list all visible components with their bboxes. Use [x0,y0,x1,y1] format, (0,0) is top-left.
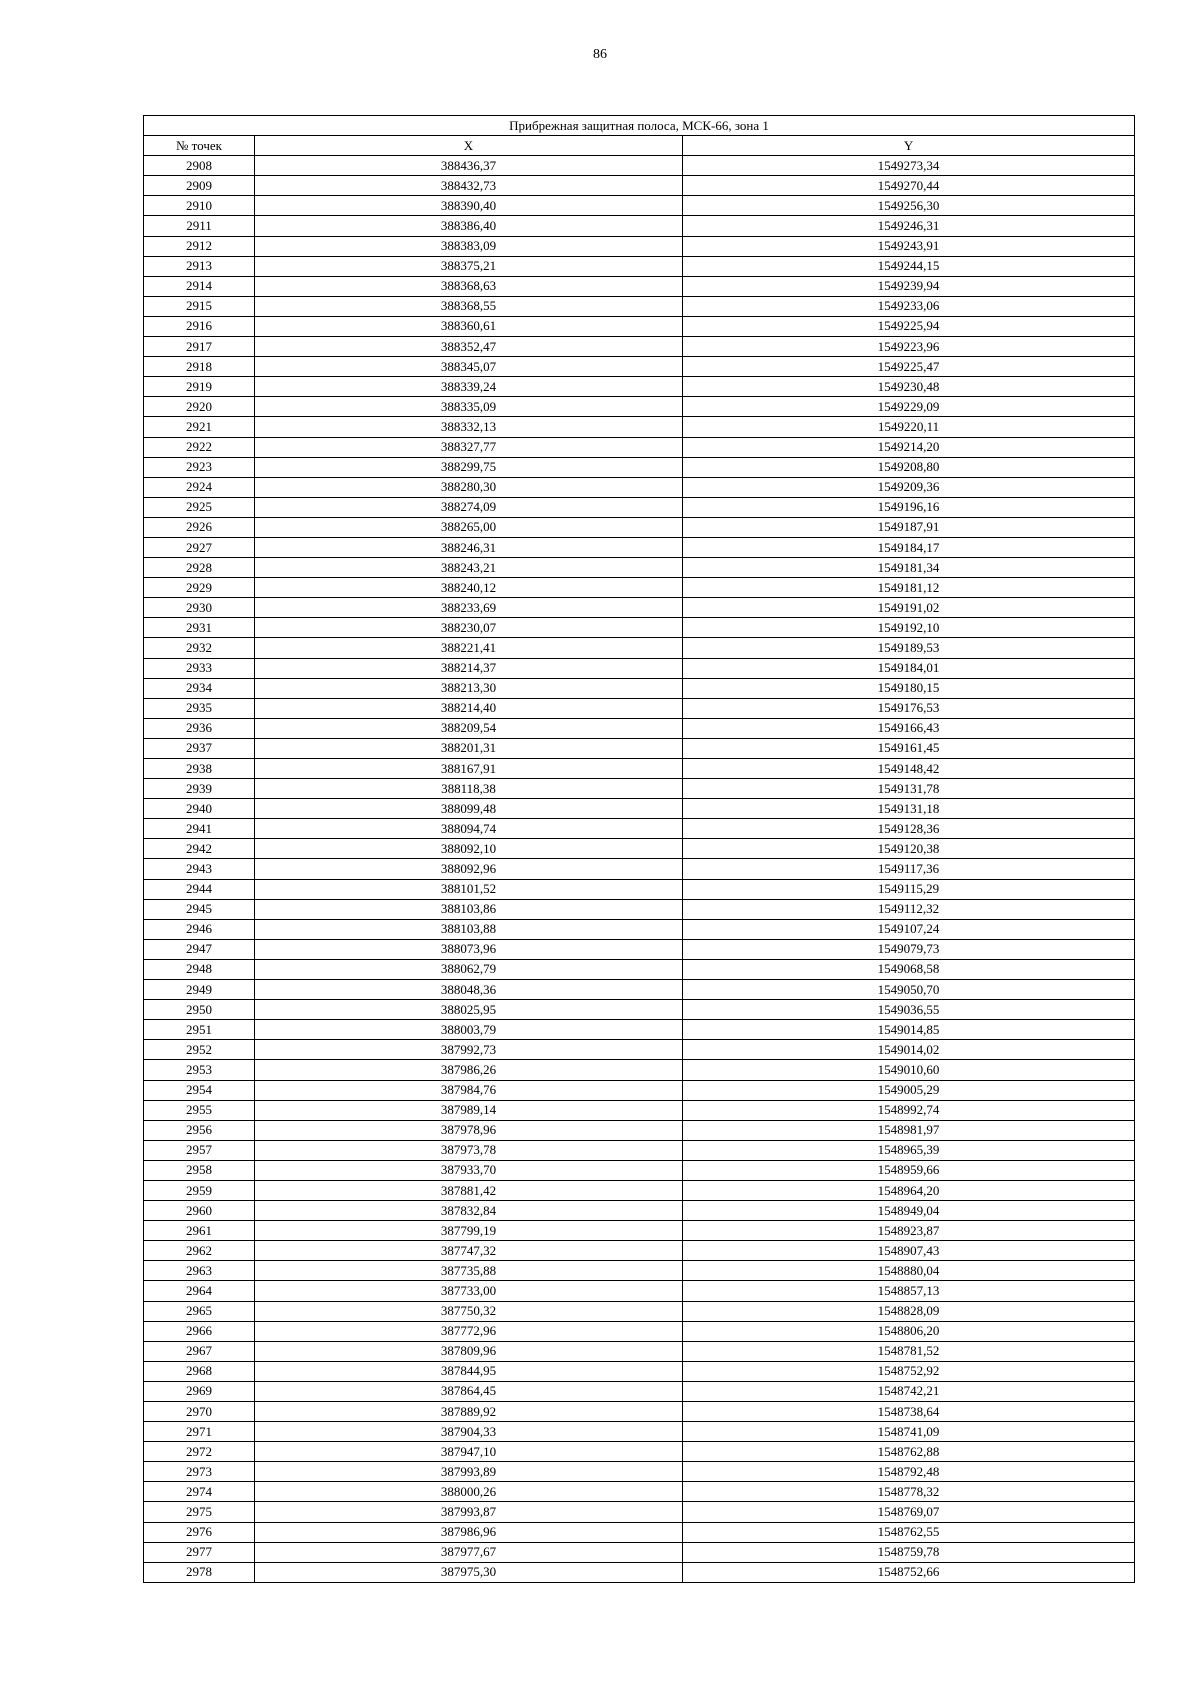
x-coordinate-cell: 388436,37 [255,156,683,176]
point-number-cell: 2942 [144,839,255,859]
point-number-cell: 2911 [144,216,255,236]
point-number-cell: 2957 [144,1140,255,1160]
y-coordinate-cell: 1549115,29 [683,879,1135,899]
table-row [144,1522,1135,1542]
point-number-cell: 2924 [144,477,255,497]
point-number-cell: 2971 [144,1422,255,1442]
point-number-cell: 2973 [144,1462,255,1482]
table-row [144,1100,1135,1120]
y-coordinate-cell: 1548880,04 [683,1261,1135,1281]
point-number-cell: 2930 [144,598,255,618]
table-row [144,959,1135,979]
table-row [144,337,1135,357]
table-row [144,1422,1135,1442]
point-number-cell: 2975 [144,1502,255,1522]
y-coordinate-cell: 1549244,15 [683,256,1135,276]
y-coordinate-cell: 1549225,47 [683,357,1135,377]
x-coordinate-cell: 388092,10 [255,839,683,859]
table-row [144,1562,1135,1582]
x-coordinate-cell: 388101,52 [255,879,683,899]
point-number-cell: 2956 [144,1120,255,1140]
point-number-cell: 2928 [144,558,255,578]
table-row [144,1301,1135,1321]
y-coordinate-cell: 1549189,53 [683,638,1135,658]
point-number-cell: 2953 [144,1060,255,1080]
point-number-cell: 2941 [144,819,255,839]
point-number-cell: 2950 [144,1000,255,1020]
x-coordinate-cell: 388099,48 [255,799,683,819]
y-coordinate-cell: 1549230,48 [683,377,1135,397]
table-row [144,1201,1135,1221]
x-coordinate-cell: 388003,79 [255,1020,683,1040]
point-number-cell: 2970 [144,1402,255,1422]
y-coordinate-cell: 1549273,34 [683,156,1135,176]
y-coordinate-cell: 1549233,06 [683,296,1135,316]
table-title: Прибрежная защитная полоса, МСК-66, зона 1 [144,116,1135,136]
y-coordinate-cell: 1549225,94 [683,316,1135,336]
x-coordinate-cell: 387747,32 [255,1241,683,1261]
x-coordinate-cell: 387832,84 [255,1201,683,1221]
table-row [144,799,1135,819]
table-row [144,578,1135,598]
x-coordinate-cell: 388368,55 [255,296,683,316]
point-number-cell: 2936 [144,718,255,738]
y-coordinate-cell: 1548778,32 [683,1482,1135,1502]
point-number-cell: 2939 [144,779,255,799]
x-coordinate-cell: 387984,76 [255,1080,683,1100]
y-coordinate-cell: 1549010,60 [683,1060,1135,1080]
x-coordinate-cell: 388352,47 [255,337,683,357]
y-coordinate-cell: 1548965,39 [683,1140,1135,1160]
header-y: Y [683,136,1135,156]
point-number-cell: 2948 [144,959,255,979]
x-coordinate-cell: 388432,73 [255,176,683,196]
table-row [144,919,1135,939]
table-body [144,156,1135,1583]
y-coordinate-cell: 1549220,11 [683,417,1135,437]
point-number-cell: 2954 [144,1080,255,1100]
point-number-cell: 2914 [144,276,255,296]
x-coordinate-cell: 388214,37 [255,658,683,678]
x-coordinate-cell: 388103,88 [255,919,683,939]
point-number-cell: 2919 [144,377,255,397]
table-row [144,738,1135,758]
x-coordinate-cell: 388221,41 [255,638,683,658]
y-coordinate-cell: 1548964,20 [683,1180,1135,1200]
table-row [144,437,1135,457]
table-header-row [144,136,1135,156]
point-number-cell: 2929 [144,578,255,598]
point-number-cell: 2967 [144,1341,255,1361]
x-coordinate-cell: 387733,00 [255,1281,683,1301]
y-coordinate-cell: 1548752,66 [683,1562,1135,1582]
y-coordinate-cell: 1549036,55 [683,1000,1135,1020]
table-row [144,839,1135,859]
x-coordinate-cell: 388386,40 [255,216,683,236]
y-coordinate-cell: 1548792,48 [683,1462,1135,1482]
y-coordinate-cell: 1549184,17 [683,537,1135,557]
table-row [144,457,1135,477]
table-row [144,417,1135,437]
y-coordinate-cell: 1549243,91 [683,236,1135,256]
table-row [144,759,1135,779]
y-coordinate-cell: 1549209,36 [683,477,1135,497]
point-number-cell: 2925 [144,497,255,517]
y-coordinate-cell: 1548806,20 [683,1321,1135,1341]
y-coordinate-cell: 1549181,12 [683,578,1135,598]
y-coordinate-cell: 1548857,13 [683,1281,1135,1301]
y-coordinate-cell: 1549176,53 [683,698,1135,718]
table-row [144,236,1135,256]
y-coordinate-cell: 1548992,74 [683,1100,1135,1120]
point-number-cell: 2958 [144,1160,255,1180]
y-coordinate-cell: 1549079,73 [683,939,1135,959]
x-coordinate-cell: 387933,70 [255,1160,683,1180]
y-coordinate-cell: 1549131,78 [683,779,1135,799]
table-row [144,1442,1135,1462]
y-coordinate-cell: 1549068,58 [683,959,1135,979]
x-coordinate-cell: 388360,61 [255,316,683,336]
table-row [144,1261,1135,1281]
point-number-cell: 2935 [144,698,255,718]
x-coordinate-cell: 387992,73 [255,1040,683,1060]
y-coordinate-cell: 1549128,36 [683,819,1135,839]
point-number-cell: 2922 [144,437,255,457]
x-coordinate-cell: 388092,96 [255,859,683,879]
point-number-cell: 2964 [144,1281,255,1301]
table-row [144,1321,1135,1341]
table-row [144,819,1135,839]
table-row [144,1462,1135,1482]
x-coordinate-cell: 387864,45 [255,1381,683,1401]
point-number-cell: 2934 [144,678,255,698]
table-row [144,397,1135,417]
table-row [144,1361,1135,1381]
table-head [144,116,1135,156]
table-row [144,1060,1135,1080]
y-coordinate-cell: 1549214,20 [683,437,1135,457]
point-number-cell: 2912 [144,236,255,256]
y-coordinate-cell: 1549117,36 [683,859,1135,879]
x-coordinate-cell: 387977,67 [255,1542,683,1562]
x-coordinate-cell: 388368,63 [255,276,683,296]
table-row [144,1341,1135,1361]
y-coordinate-cell: 1549181,34 [683,558,1135,578]
table-row [144,558,1135,578]
point-number-cell: 2917 [144,337,255,357]
point-number-cell: 2952 [144,1040,255,1060]
point-number-cell: 2945 [144,899,255,919]
table-row [144,598,1135,618]
y-coordinate-cell: 1548907,43 [683,1241,1135,1261]
point-number-cell: 2927 [144,537,255,557]
y-coordinate-cell: 1549191,02 [683,598,1135,618]
x-coordinate-cell: 388246,31 [255,537,683,557]
table-row [144,497,1135,517]
y-coordinate-cell: 1548949,04 [683,1201,1135,1221]
x-coordinate-cell: 388390,40 [255,196,683,216]
x-coordinate-cell: 387750,32 [255,1301,683,1321]
y-coordinate-cell: 1549131,18 [683,799,1135,819]
y-coordinate-cell: 1549120,38 [683,839,1135,859]
point-number-cell: 2972 [144,1442,255,1462]
x-coordinate-cell: 388167,91 [255,759,683,779]
point-number-cell: 2940 [144,799,255,819]
x-coordinate-cell: 388332,13 [255,417,683,437]
point-number-cell: 2960 [144,1201,255,1221]
y-coordinate-cell: 1549014,85 [683,1020,1135,1040]
table-row [144,1140,1135,1160]
point-number-cell: 2947 [144,939,255,959]
point-number-cell: 2923 [144,457,255,477]
x-coordinate-cell: 387986,96 [255,1522,683,1542]
table-row [144,859,1135,879]
x-coordinate-cell: 388274,09 [255,497,683,517]
table-row [144,698,1135,718]
y-coordinate-cell: 1549229,09 [683,397,1135,417]
table-row [144,1482,1135,1502]
table-row [144,1402,1135,1422]
point-number-cell: 2908 [144,156,255,176]
y-coordinate-cell: 1548738,64 [683,1402,1135,1422]
x-coordinate-cell: 388214,40 [255,698,683,718]
table-row [144,1020,1135,1040]
x-coordinate-cell: 388335,09 [255,397,683,417]
point-number-cell: 2978 [144,1562,255,1582]
point-number-cell: 2931 [144,618,255,638]
x-coordinate-cell: 387844,95 [255,1361,683,1381]
x-coordinate-cell: 387772,96 [255,1321,683,1341]
table-row [144,1502,1135,1522]
x-coordinate-cell: 388230,07 [255,618,683,638]
y-coordinate-cell: 1548923,87 [683,1221,1135,1241]
x-coordinate-cell: 388233,69 [255,598,683,618]
x-coordinate-cell: 387975,30 [255,1562,683,1582]
table-row [144,1281,1135,1301]
x-coordinate-cell: 388209,54 [255,718,683,738]
x-coordinate-cell: 388243,21 [255,558,683,578]
x-coordinate-cell: 388339,24 [255,377,683,397]
table-row [144,1160,1135,1180]
y-coordinate-cell: 1548769,07 [683,1502,1135,1522]
x-coordinate-cell: 388213,30 [255,678,683,698]
x-coordinate-cell: 388383,09 [255,236,683,256]
x-coordinate-cell: 387947,10 [255,1442,683,1462]
y-coordinate-cell: 1548752,92 [683,1361,1135,1381]
point-number-cell: 2966 [144,1321,255,1341]
table-row [144,1000,1135,1020]
point-number-cell: 2937 [144,738,255,758]
y-coordinate-cell: 1548828,09 [683,1301,1135,1321]
x-coordinate-cell: 388299,75 [255,457,683,477]
point-number-cell: 2951 [144,1020,255,1040]
x-coordinate-cell: 387986,26 [255,1060,683,1080]
y-coordinate-cell: 1549246,31 [683,216,1135,236]
table-row [144,980,1135,1000]
point-number-cell: 2976 [144,1522,255,1542]
y-coordinate-cell: 1549166,43 [683,718,1135,738]
table-row [144,779,1135,799]
point-number-cell: 2909 [144,176,255,196]
table-row [144,1040,1135,1060]
point-number-cell: 2961 [144,1221,255,1241]
page-number: 86 [593,47,607,62]
y-coordinate-cell: 1548762,55 [683,1522,1135,1542]
table-row [144,276,1135,296]
table-title-row [144,116,1135,136]
x-coordinate-cell: 387989,14 [255,1100,683,1120]
table-row [144,618,1135,638]
x-coordinate-cell: 388375,21 [255,256,683,276]
y-coordinate-cell: 1549148,42 [683,759,1135,779]
point-number-cell: 2918 [144,357,255,377]
y-coordinate-cell: 1549112,32 [683,899,1135,919]
table-row [144,638,1135,658]
y-coordinate-cell: 1548981,97 [683,1120,1135,1140]
y-coordinate-cell: 1549187,91 [683,517,1135,537]
x-coordinate-cell: 388094,74 [255,819,683,839]
y-coordinate-cell: 1549014,02 [683,1040,1135,1060]
x-coordinate-cell: 388118,38 [255,779,683,799]
y-coordinate-cell: 1548741,09 [683,1422,1135,1442]
x-coordinate-cell: 387993,87 [255,1502,683,1522]
x-coordinate-cell: 387978,96 [255,1120,683,1140]
table-row [144,176,1135,196]
point-number-cell: 2913 [144,256,255,276]
table-row [144,879,1135,899]
point-number-cell: 2943 [144,859,255,879]
table-row [144,1241,1135,1261]
x-coordinate-cell: 388025,95 [255,1000,683,1020]
table-row [144,1180,1135,1200]
point-number-cell: 2915 [144,296,255,316]
table-row [144,357,1135,377]
y-coordinate-cell: 1548742,21 [683,1381,1135,1401]
point-number-cell: 2920 [144,397,255,417]
x-coordinate-cell: 388265,00 [255,517,683,537]
y-coordinate-cell: 1549239,94 [683,276,1135,296]
table-row [144,1080,1135,1100]
point-number-cell: 2946 [144,919,255,939]
table-row [144,537,1135,557]
table-row [144,156,1135,176]
y-coordinate-cell: 1548759,78 [683,1542,1135,1562]
table-row [144,296,1135,316]
table-row [144,939,1135,959]
point-number-cell: 2959 [144,1180,255,1200]
table-row [144,1120,1135,1140]
x-coordinate-cell: 388240,12 [255,578,683,598]
point-number-cell: 2910 [144,196,255,216]
table-row [144,377,1135,397]
y-coordinate-cell: 1549256,30 [683,196,1135,216]
table-row [144,517,1135,537]
coordinates-table [143,115,1135,1583]
point-number-cell: 2974 [144,1482,255,1502]
point-number-cell: 2969 [144,1381,255,1401]
y-coordinate-cell: 1549107,24 [683,919,1135,939]
x-coordinate-cell: 388201,31 [255,738,683,758]
table-row [144,899,1135,919]
x-coordinate-cell: 388345,07 [255,357,683,377]
y-coordinate-cell: 1548959,66 [683,1160,1135,1180]
point-number-cell: 2955 [144,1100,255,1120]
y-coordinate-cell: 1549270,44 [683,176,1135,196]
table-row [144,316,1135,336]
point-number-cell: 2963 [144,1261,255,1281]
point-number-cell: 2933 [144,658,255,678]
point-number-cell: 2965 [144,1301,255,1321]
y-coordinate-cell: 1549161,45 [683,738,1135,758]
header-x: X [255,136,683,156]
header-point-number: № точек [144,136,255,156]
y-coordinate-cell: 1549192,10 [683,618,1135,638]
x-coordinate-cell: 388062,79 [255,959,683,979]
y-coordinate-cell: 1549050,70 [683,980,1135,1000]
x-coordinate-cell: 388327,77 [255,437,683,457]
x-coordinate-cell: 387993,89 [255,1462,683,1482]
x-coordinate-cell: 388073,96 [255,939,683,959]
point-number-cell: 2962 [144,1241,255,1261]
x-coordinate-cell: 387973,78 [255,1140,683,1160]
table-row [144,718,1135,738]
y-coordinate-cell: 1549208,80 [683,457,1135,477]
table-row [144,196,1135,216]
table-row [144,216,1135,236]
x-coordinate-cell: 388280,30 [255,477,683,497]
x-coordinate-cell: 387735,88 [255,1261,683,1281]
x-coordinate-cell: 388048,36 [255,980,683,1000]
table-row [144,678,1135,698]
table-row [144,1221,1135,1241]
point-number-cell: 2944 [144,879,255,899]
y-coordinate-cell: 1549223,96 [683,337,1135,357]
y-coordinate-cell: 1549196,16 [683,497,1135,517]
point-number-cell: 2926 [144,517,255,537]
x-coordinate-cell: 388103,86 [255,899,683,919]
x-coordinate-cell: 388000,26 [255,1482,683,1502]
y-coordinate-cell: 1549184,01 [683,658,1135,678]
point-number-cell: 2949 [144,980,255,1000]
x-coordinate-cell: 387809,96 [255,1341,683,1361]
table-row [144,658,1135,678]
x-coordinate-cell: 387889,92 [255,1402,683,1422]
x-coordinate-cell: 387799,19 [255,1221,683,1241]
point-number-cell: 2921 [144,417,255,437]
table-row [144,1542,1135,1562]
point-number-cell: 2968 [144,1361,255,1381]
x-coordinate-cell: 387904,33 [255,1422,683,1442]
y-coordinate-cell: 1549180,15 [683,678,1135,698]
y-coordinate-cell: 1548762,88 [683,1442,1135,1462]
point-number-cell: 2938 [144,759,255,779]
table-row [144,477,1135,497]
y-coordinate-cell: 1548781,52 [683,1341,1135,1361]
y-coordinate-cell: 1549005,29 [683,1080,1135,1100]
point-number-cell: 2932 [144,638,255,658]
point-number-cell: 2916 [144,316,255,336]
x-coordinate-cell: 387881,42 [255,1180,683,1200]
table-row [144,1381,1135,1401]
point-number-cell: 2977 [144,1542,255,1562]
table-row [144,256,1135,276]
